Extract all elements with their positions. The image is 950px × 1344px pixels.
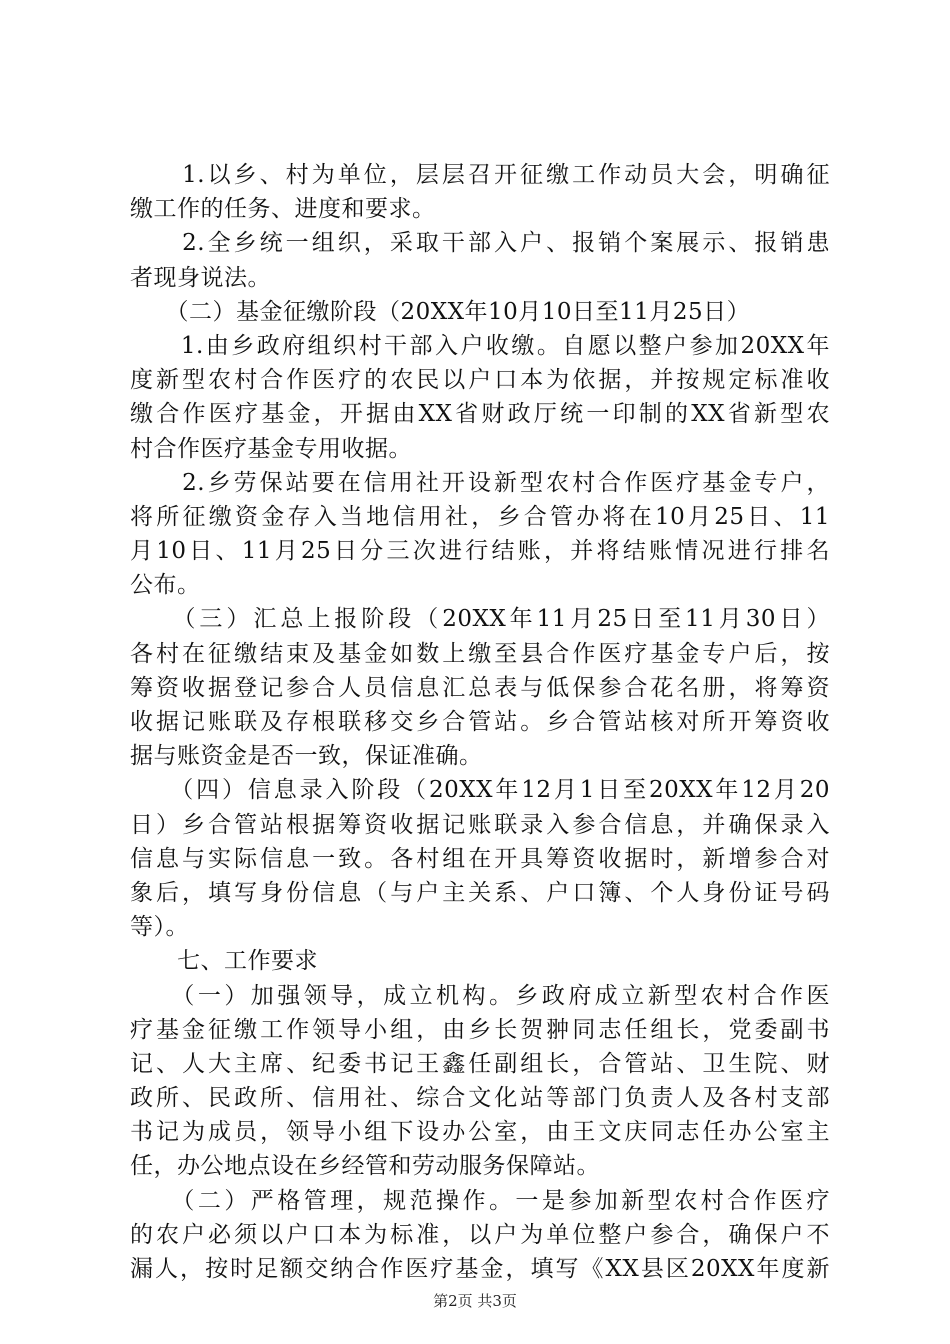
text-line: 七、工作要求 bbox=[130, 948, 318, 975]
text-line: 筹资收据登记参合人员信息汇总表与低保参合花名册，将筹资 bbox=[130, 674, 830, 701]
text-line: 将所征缴资金存入当地信用社，乡合管办将在10月25日、11 bbox=[130, 503, 830, 530]
text-line: 2.乡劳保站要在信用社开设新型农村合作医疗基金专户， bbox=[130, 469, 830, 496]
text-line: 1.以乡、村为单位，层层召开征缴工作动员大会，明确征 bbox=[130, 162, 830, 188]
text-line: 缴工作的任务、进度和要求。 bbox=[130, 196, 436, 223]
text-line: 月10日、11月25日分三次进行结账，并将结账情况进行排名 bbox=[130, 538, 830, 565]
text-line: （三）汇总上报阶段（20XX年11月25日至11月30日） bbox=[130, 606, 830, 633]
text-line: 缴合作医疗基金，开据由XX省财政厅统一印制的XX省新型农 bbox=[130, 401, 830, 428]
text-line: 漏人，按时足额交纳合作医疗基金，填写《XX县区20XX年度新 bbox=[130, 1256, 830, 1282]
text-line: 任，办公地点设在乡经管和劳动服务保障站。 bbox=[130, 1153, 600, 1180]
text-line: 日）乡合管站根据筹资收据记账联录入参合信息，并确保录入 bbox=[130, 811, 830, 838]
text-line: 1.由乡政府组织村干部入户收缴。自愿以整户参加20XX年 bbox=[130, 332, 830, 359]
text-line: （四）信息录入阶段（20XX年12月1日至20XX年12月20 bbox=[130, 777, 830, 804]
text-line: 各村在征缴结束及基金如数上缴至县合作医疗基金专户后，按 bbox=[130, 640, 830, 667]
document-body bbox=[130, 158, 830, 1286]
text-line: 的农户必须以户口本为标准，以户为单位整户参合，确保户不 bbox=[130, 1221, 830, 1248]
text-line: 者现身说法。 bbox=[130, 264, 271, 291]
text-line: 据与账资金是否一致，保证准确。 bbox=[130, 743, 483, 770]
text-line: 书记为成员，领导小组下设办公室，由王文庆同志任办公室主 bbox=[130, 1119, 830, 1146]
text-line: 等）。 bbox=[130, 914, 189, 941]
text-line: 收据记账联及存根联移交乡合管站。乡合管站核对所开筹资收 bbox=[130, 709, 830, 735]
text-line: 疗基金征缴工作领导小组，由乡长贺翀同志任组长，党委副书 bbox=[130, 1016, 830, 1043]
page-footer: 第2页 共3页 bbox=[433, 1292, 517, 1310]
text-line: 信息与实际信息一致。各村组在开具筹资收据时，新增参合对 bbox=[130, 845, 830, 872]
text-line: 政所、民政所、信用社、综合文化站等部门负责人及各村支部 bbox=[130, 1085, 830, 1112]
text-line: 村合作医疗基金专用收据。 bbox=[130, 435, 412, 462]
text-line: 象后，填写身份信息（与户主关系、户口簿、个人身份证号码 bbox=[130, 879, 830, 906]
text-line: （一）加强领导，成立机构。乡政府成立新型农村合作医 bbox=[130, 982, 830, 1009]
text-line: 2.全乡统一组织，采取干部入户、报销个案展示、报销患 bbox=[130, 230, 830, 257]
text-line: 记、人大主席、纪委书记王鑫任副组长，合管站、卫生院、财 bbox=[130, 1050, 830, 1077]
text-line: 度新型农村合作医疗的农民以户口本为依据，并按规定标准收 bbox=[130, 367, 830, 394]
text-line: （二）严格管理，规范操作。一是参加新型农村合作医疗 bbox=[130, 1187, 830, 1214]
text-line: 公布。 bbox=[130, 572, 201, 599]
text-line: （二）基金征缴阶段（20XX年10月10日至11月25日） bbox=[130, 298, 751, 325]
